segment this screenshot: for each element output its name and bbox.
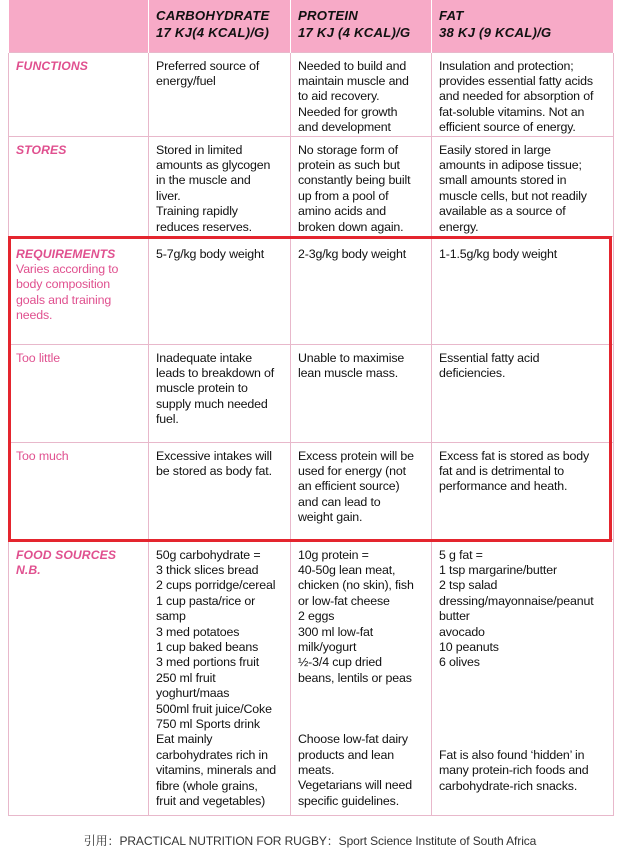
cell-protein: Needed to build and maintain muscle and to aid recovery. Needed for growth and development (291, 52, 432, 136)
cell-carbohydrate: Stored in limited amounts as glycogen in the muscle and liver. Training rapidly reduces reserves. (149, 136, 291, 236)
column-title: CARBOHYDRATE (156, 8, 270, 23)
cell-fat: 5 g fat = 1 tsp margarine/butter 2 tsp salad dressing/mayonnaise/peanut butter avocado 10 peanuts 6 olives Fat is also found ‘hidden’ in many protein-rich foods and carbohydrate-rich snacks. (432, 539, 614, 815)
row-label-nb: N.B. (16, 562, 41, 577)
citation: 引用：PRACTICAL NUTRITION FOR RUGBY：Sport Science Institute of South Africa (83, 834, 537, 848)
row-label: Too much (16, 448, 69, 463)
row-note: Varies according to body composition goals and training needs. (16, 261, 119, 323)
cell-protein: Unable to maximise lean muscle mass. (291, 344, 432, 442)
cell-carbohydrate: Excessive intakes will be stored as body fat. (149, 442, 291, 539)
header-row (9, 0, 614, 52)
column-title: FAT (439, 8, 464, 23)
cell-carbohydrate: Inadequate intake leads to breakdown of muscle protein to supply much needed fuel. (149, 344, 291, 442)
row-label-cell (9, 52, 149, 136)
header-fat (432, 0, 614, 52)
row-label-cell (9, 136, 149, 236)
cell-carbohydrate: 50g carbohydrate = 3 thick slices bread 2 cups porridge/cereal 1 cup pasta/rice or samp 3 med potatoes 1 cup baked beans 3 med portions fruit 250 ml fruit yoghurt/maas 500ml fruit juice/Coke 750 ml Sports drink Eat mainly carbohydrates rich in vitamins, minerals and fibre (whole grains, fruit and vegetables) (149, 539, 291, 815)
cell-fat: Easily stored in large amounts in adipose tissue; small amounts stored in muscle cells, but not readily available as a source of energy. (432, 136, 614, 236)
cell-carbohydrate: Preferred source of energy/fuel (149, 52, 291, 136)
cell-fat: Excess fat is stored as body fat and is detrimental to performance and heath. (432, 442, 614, 539)
row-label: STORES (16, 142, 67, 157)
column-title: PROTEIN (298, 8, 359, 23)
row-functions (9, 52, 614, 136)
cell-protein: 2-3g/kg body weight (291, 236, 432, 344)
cell-note: Fat is also found ‘hidden’ in many protein-rich foods and carbohydrate-rich snacks. (439, 747, 589, 793)
column-energy: 38 KJ (9 KCAL)/G (439, 25, 552, 40)
row-label-cell (9, 539, 149, 815)
cell-fat: Essential fatty acid deficiencies. (432, 344, 614, 442)
cell-note: Choose low-fat dairy products and lean meats. Vegetarians will need specific guidelines. (298, 732, 412, 808)
row-label: FOOD SOURCES (16, 547, 117, 562)
column-energy: 17 KJ(4 KCAL)/G) (156, 25, 270, 40)
cell-fat: Insulation and protection; provides essential fatty acids and needed for absorption of fat-soluble vitamins. Not an efficient source of energy. (432, 52, 614, 136)
cell-note: Eat mainly carbohydrates rich in vitamins, minerals and fibre (whole grains, fruit and vegetables) (156, 732, 276, 809)
row-label: Too little (16, 350, 60, 365)
column-energy: 17 KJ (4 KCAL)/G (298, 25, 411, 40)
header-protein (291, 0, 432, 52)
row-label: FUNCTIONS (16, 58, 88, 73)
cell-protein: Excess protein will be used for energy (not an efficient source) and can lead to weight gain. (291, 442, 432, 539)
row-stores (9, 136, 614, 236)
row-label: REQUIREMENTS (16, 246, 116, 261)
cell-fat: 1-1.5g/kg body weight (432, 236, 614, 344)
header-carbohydrate (149, 0, 291, 52)
cell-protein: 10g protein = 40-50g lean meat, chicken (no skin), fish or low-fat cheese 2 eggs 300 ml low-fat milk/yogurt ½-3/4 cup dried beans, lentils or peas Choose low-fat dairy products and lean meats. Vegetarians will need specific guidelines. (291, 539, 432, 815)
highlight-box (8, 236, 612, 542)
cell-carbohydrate: 5-7g/kg body weight (149, 236, 291, 344)
cell-protein: No storage form of protein as such but constantly being built up from a pool of amino acids and broken down again. (291, 136, 432, 236)
row-food-sources (9, 539, 614, 815)
header-empty-cell (9, 0, 149, 52)
